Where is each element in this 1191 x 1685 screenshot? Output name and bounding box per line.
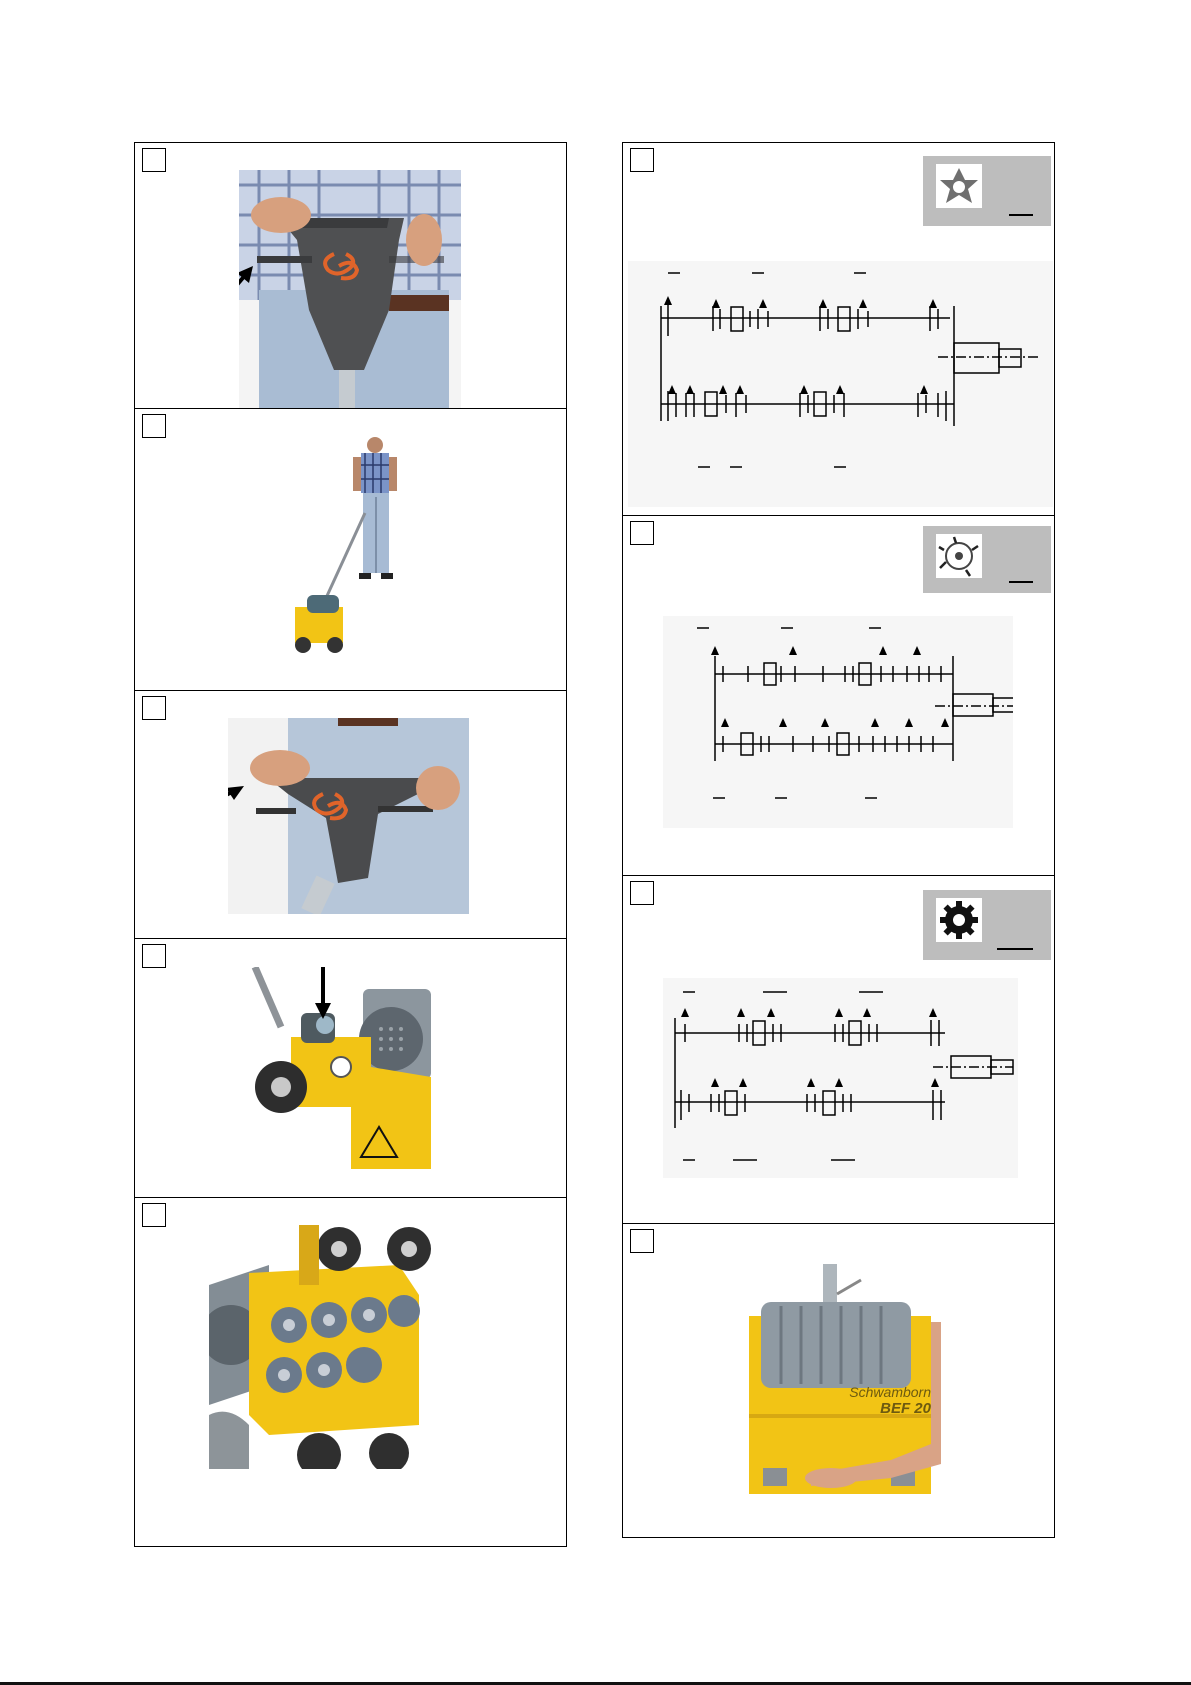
panel-cutter-drum [134,1197,567,1547]
handle-grip-with-arrow-photo [239,170,461,410]
star-cutter-icon [936,164,982,208]
cutter-drum-closeup-photo [209,1225,442,1469]
count-underline [1009,581,1033,583]
step-number-box [142,148,166,172]
panel-motor-knob [134,938,567,1199]
step-number-box [142,1203,166,1227]
gear-cutter-icon [936,898,982,942]
machine-brand: Schwamborn [849,1384,931,1400]
panel-operator [134,408,567,691]
cutter-type-badge [923,156,1051,226]
panel-star-cutter-arrangement [622,142,1055,516]
step-number-box [630,881,654,905]
cutter-type-badge [923,890,1051,960]
machine-model: BEF 20 [880,1400,931,1417]
step-number-box [630,521,654,545]
count-underline [1009,214,1033,216]
step-number-box [630,1229,654,1253]
cutter-arrangement-diagram-2 [663,616,1013,828]
step-number-box [142,414,166,438]
flail-cutter-icon [936,534,982,578]
handle-attach-with-arrow-photo [228,718,469,914]
operator-with-machine-photo [287,435,409,669]
panel-gear-cutter-arrangement [622,875,1055,1224]
step-number-box [142,696,166,720]
step-number-box [142,944,166,968]
step-number-box [630,148,654,172]
cutter-arrangement-diagram-1 [628,261,1053,507]
cutter-arrangement-diagram-3 [663,978,1018,1178]
count-underline [997,948,1033,950]
motor-knob-with-arrow-photo [251,967,431,1169]
cutter-type-badge [923,526,1051,593]
panel-handle-grip [134,142,567,410]
machine-label [761,1384,931,1417]
carrying-machine-photo [741,1264,941,1509]
panel-carrying-machine [622,1223,1055,1538]
panel-flail-cutter-arrangement [622,515,1055,876]
panel-handle-attach [134,690,567,940]
